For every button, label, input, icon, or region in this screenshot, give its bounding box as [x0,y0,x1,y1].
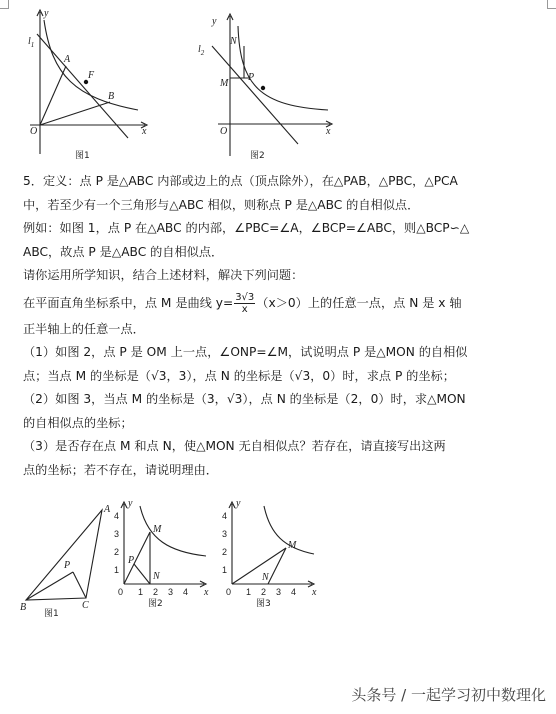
x-tick: 4 [291,587,297,597]
label-O: O [220,126,228,137]
y-tick: 4 [114,511,120,521]
x-tick: 2 [261,587,267,597]
label-x: x [204,587,209,598]
origin-label: 0 [118,587,124,597]
label-P: P [128,555,135,566]
y-tick: 3 [114,529,120,539]
label-x: x [326,126,331,137]
fraction [234,292,255,315]
segment-BP [26,572,73,600]
segment-OM [232,548,286,584]
y-ticks [222,511,227,575]
label-A: A [104,504,111,515]
y-tick: 3 [222,529,228,539]
problem-line: 的自相似点的坐标； [23,415,133,430]
label-x: x [312,587,317,598]
label-P: P [64,560,71,571]
page-corner-mark-left [0,0,9,9]
problem-line: ABC，故点 P 是△ABC 的自相似点． [23,244,224,259]
figure-2-top [190,6,330,166]
problem-line: 点；当点 M 的坐标是（√3，3），点 N 的坐标是（√3，0）时，求点 P 的坐标； [23,368,455,383]
label-y: y [128,498,133,509]
problem-line: 点的坐标；若不存在，请说明理由． [23,462,218,477]
origin-label: 0 [226,587,232,597]
label-y: y [236,498,241,509]
triangle-ABC [26,510,102,600]
fraction-denominator: x [241,303,248,315]
y-ticks [114,511,119,575]
problem-line: 例如：如图 1，点 P 在△ABC 的内部，∠PBC=∠A，∠BCP=∠ABC，则△BCP∽△ [23,221,470,235]
hyperbola-curve [238,26,328,110]
x-tick: 3 [168,587,174,597]
figure-coordinate-2 [110,500,220,610]
label-A: A [64,54,71,65]
line-l1 [37,34,128,138]
problem-line: （3）是否存在点 M 和点 N，使△MON 无自相似点？若存在，请直接写出这两 [23,439,446,453]
watermark: 头条号 / 一起学习初中数理化 [351,686,546,704]
figure-caption: 图2 [250,151,265,161]
y-tick: 4 [222,511,228,521]
segment-OB [40,102,110,125]
problem-line: 请你运用所学知识，结合上述材料，解决下列问题： [23,268,304,282]
label-M: M [153,524,162,535]
x-tick: 1 [138,587,144,597]
label-N: N [262,572,269,583]
figure-coordinate-3 [218,500,328,610]
x-tick: 4 [183,587,189,597]
figure-caption: 图1 [44,609,59,619]
label-O: O [30,126,38,137]
label-P: P [248,72,255,83]
page-corner-mark-right [547,0,556,9]
problem-text-pre: 在平面直角坐标系中，点 M 是曲线 y= [23,295,234,310]
label-y: y [44,8,49,19]
problem-text-post: （x＞0）上的任意一点，点 N 是 x 轴 [256,295,462,310]
label-l2: $l_2$ [198,44,205,57]
problem-text [23,170,533,482]
label-M: M [288,540,297,551]
figure-caption: 图3 [256,599,271,609]
label-N: N [230,36,237,47]
segment-PC [73,572,86,598]
point-P [261,86,265,90]
problem-line-with-fraction [23,288,533,318]
figure-caption: 图1 [75,151,90,161]
label-B: B [20,602,27,613]
y-tick: 2 [114,547,120,557]
label-F: F [88,70,95,81]
label-y: y [212,16,217,27]
problem-line: （2）如图 3，当点 M 的坐标是（3，√3），点 N 的坐标是（2，0）时，求△MON [23,392,466,406]
problem-line: 正半轴上的任意一点． [23,321,145,336]
label-l1: $l_1$ [28,36,35,49]
label-x: x [142,126,147,137]
segment-PN [134,564,150,584]
x-tick: 3 [276,587,282,597]
x-ticks [246,587,296,597]
label-M: M [220,78,229,89]
x-ticks [138,587,188,597]
label-C: C [82,600,89,611]
x-tick: 1 [246,587,252,597]
y-tick: 1 [222,565,228,575]
problem-line: 5．定义：点 P 是△ABC 内部或边上的点（顶点除外），在△PAB，△PBC，△PCA [23,174,458,188]
segment-OA [40,66,66,125]
problem-line: 中，若至少有一个三角形与△ABC 相似，则称点 P 是△ABC 的自相似点． [23,197,420,212]
label-B: B [108,91,115,102]
y-tick: 2 [222,547,228,557]
figure-caption: 图2 [148,599,163,609]
figure-triangle [18,502,118,620]
label-N: N [153,571,160,582]
y-tick: 1 [114,565,120,575]
x-tick: 2 [153,587,159,597]
problem-line: （1）如图 2，点 P 是 OM 上一点，∠ONP=∠M，试说明点 P 是△MON 的自相似 [23,345,468,359]
fraction-numerator: 3√3 [235,291,255,303]
figure-1-top [20,6,160,166]
